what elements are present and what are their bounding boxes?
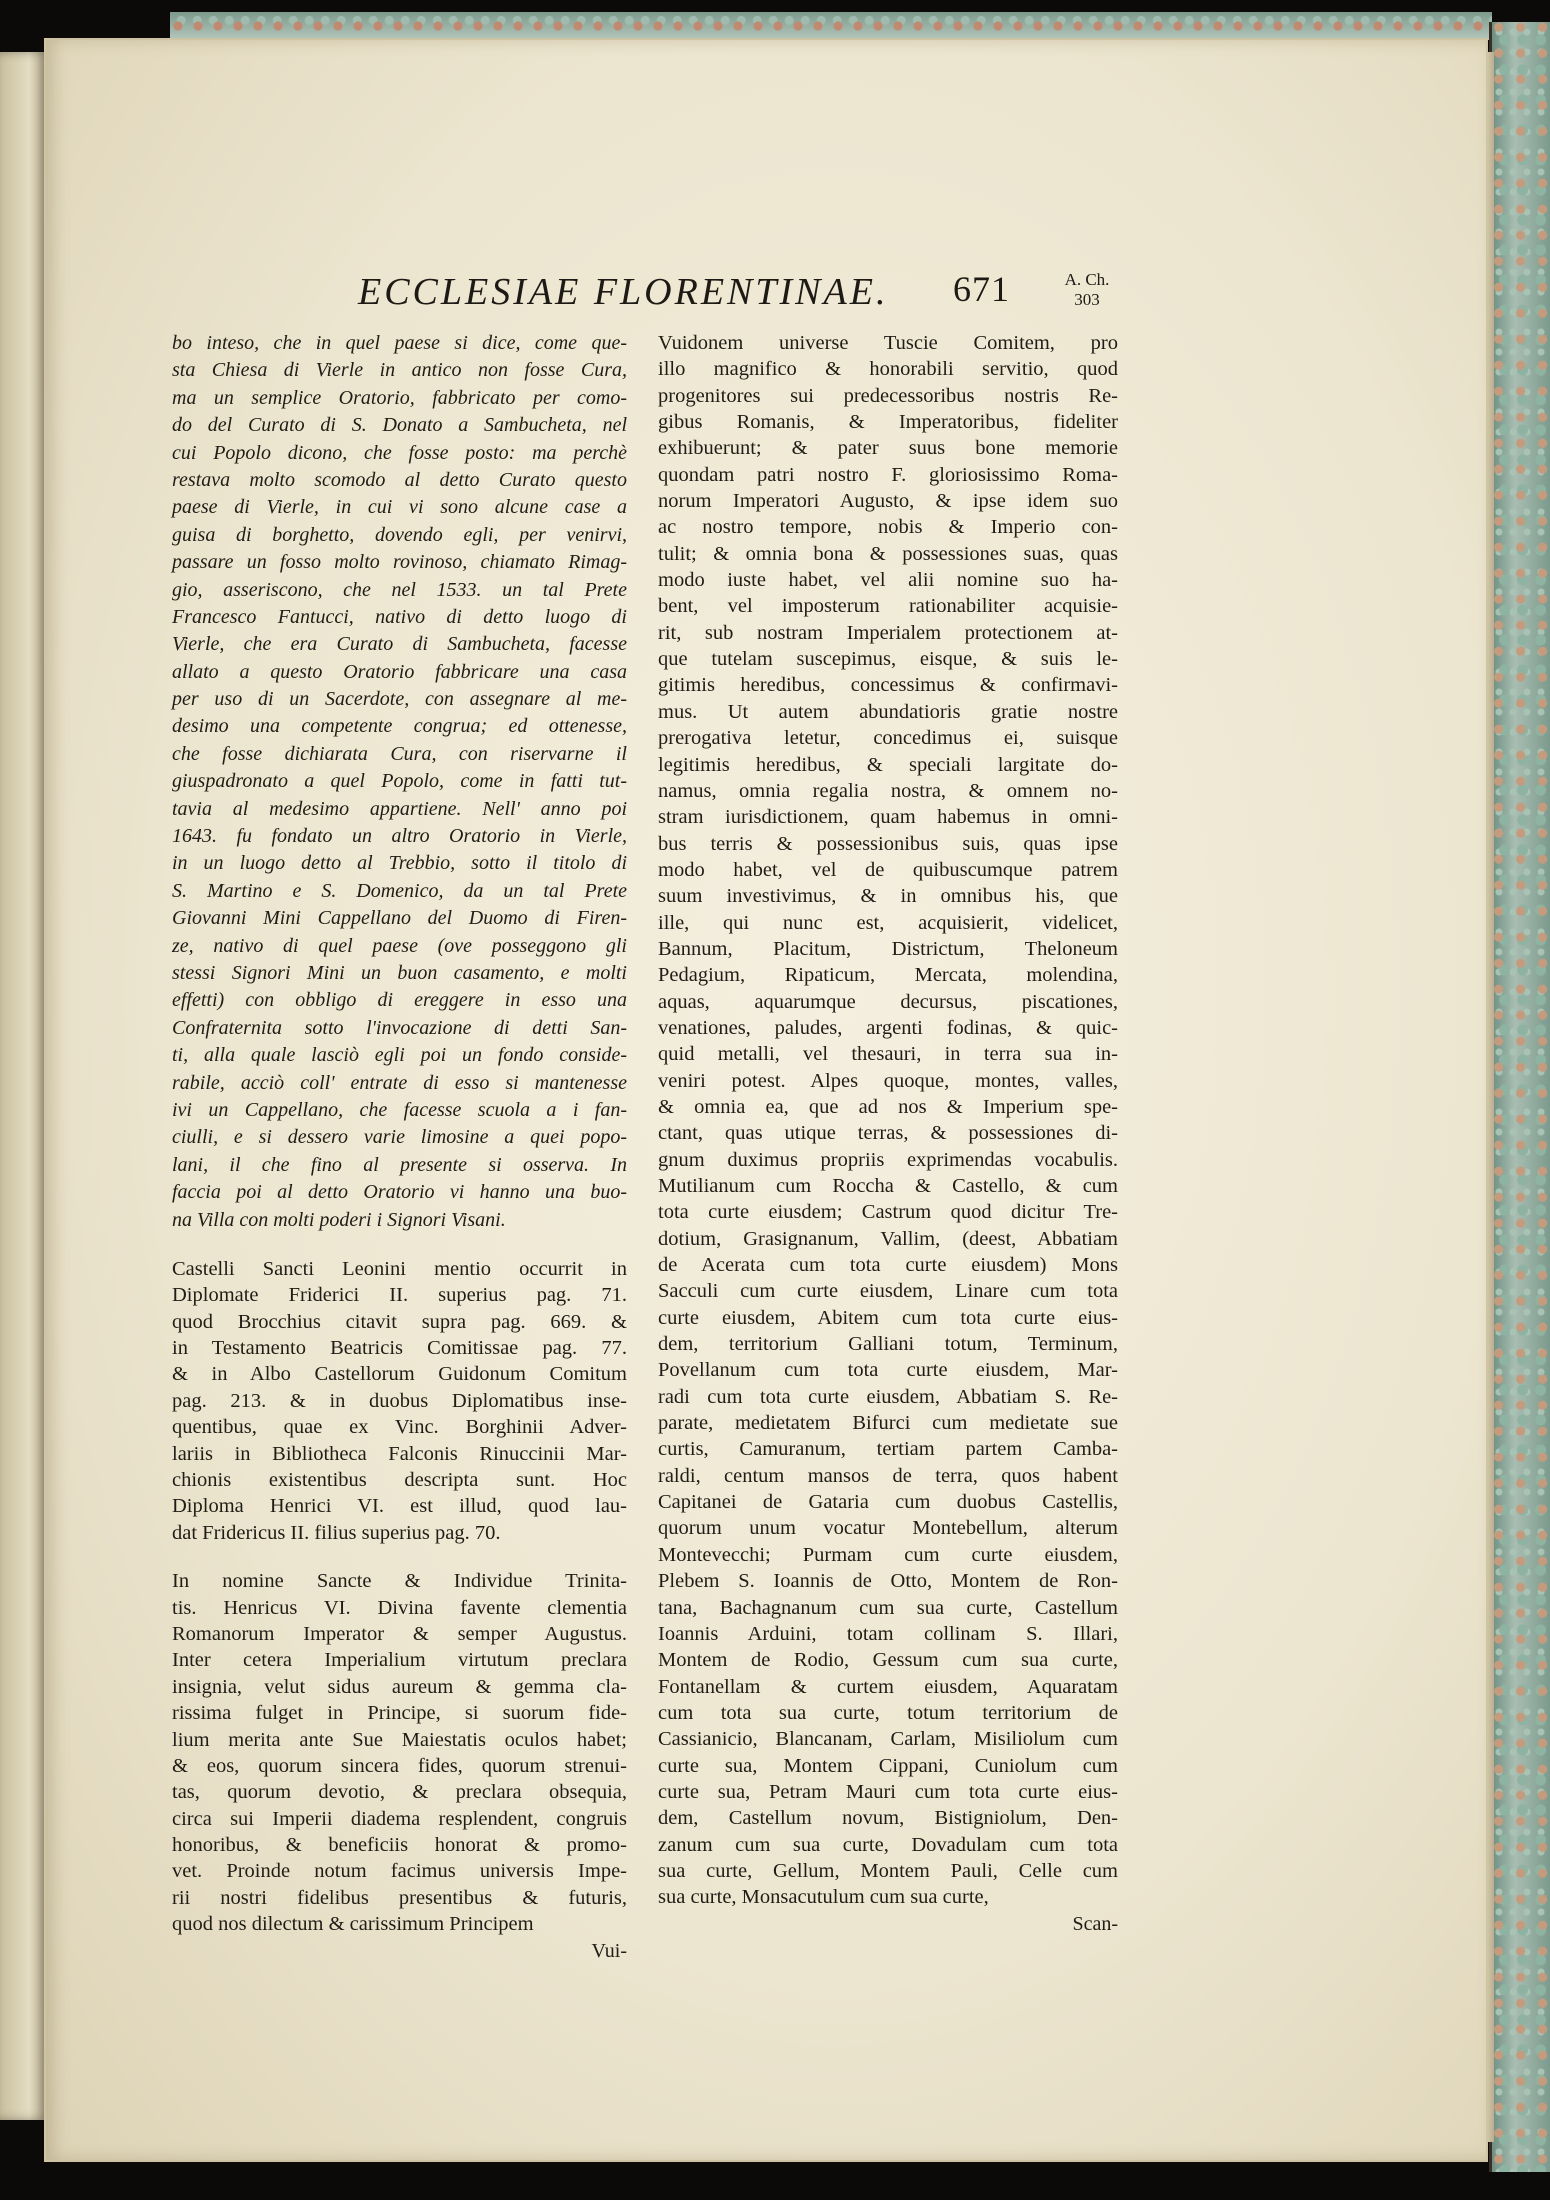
text-line: In nomine Sancte & Individue Trinita-	[172, 1570, 627, 1593]
text-line: 1643. fu fondato un altro Oratorio in Vierle,	[172, 825, 627, 848]
text-line: Giovanni Mini Cappellano del Duomo di Firen-	[172, 907, 627, 930]
text-line: radi cum tota curte eiusdem, Abbatiam S. Re-	[658, 1385, 1118, 1408]
text-line: dotium, Grasignanum, Vallim, (deest, Abbatiam	[658, 1227, 1118, 1250]
text-line: Fontanellam & curtem eiusdem, Aquaratam	[658, 1675, 1118, 1698]
text-line: legitimis heredibus, & speciali largitate do-	[658, 753, 1118, 776]
text-line: sta Chiesa di Vierle in antico non fosse Cura,	[172, 359, 627, 382]
text-line: tas, quorum devotio, & preclara obsequia,	[172, 1781, 627, 1804]
text-line: & omnia ea, que ad nos & Imperium spe-	[658, 1095, 1118, 1118]
text-line: cui Popolo dicono, che fosse posto: ma perchè	[172, 441, 627, 464]
text-line: rabile, acciò coll' entrate di esso si mantenesse	[172, 1071, 627, 1094]
text-line: rii nostri fidelibus presentibus & futuris,	[172, 1886, 627, 1909]
marbled-top-edge	[170, 12, 1492, 40]
text-line: raldi, centum mansos de terra, quos habent	[658, 1464, 1118, 1487]
text-line: Castelli Sancti Leonini mentio occurrit in	[172, 1257, 627, 1280]
text-line: stram iurisdictionem, quam habemus in omni-	[658, 806, 1118, 829]
text-line: desimo una competente congrua; ed ottenesse,	[172, 715, 627, 738]
facing-page-edge	[0, 52, 48, 2120]
text-line: in un luogo detto al Trebbio, sotto il titolo di	[172, 852, 627, 875]
catchword: Vui-	[591, 1939, 627, 1962]
text-line: guisa di borghetto, dovendo egli, per venirvi,	[172, 523, 627, 546]
text-line: Ioannis Arduini, totam collinam S. Illari,	[658, 1622, 1118, 1645]
text-line: Povellanum cum tota curte eiusdem, Mar-	[658, 1359, 1118, 1382]
text-line: giuspadronato a quel Popolo, come in fatti tut-	[172, 770, 627, 793]
text-line: quentibus, quae ex Vinc. Borghinii Adver-	[172, 1416, 627, 1439]
text-line: veniri potest. Alpes quoque, montes, valles,	[658, 1069, 1118, 1092]
text-line: in Testamento Beatricis Comitissae pag. 77.	[172, 1337, 627, 1360]
text-line: gitimis heredibus, concessimus & confirmavi-	[658, 674, 1118, 697]
text-line: restava molto scomodo al detto Curato questo	[172, 468, 627, 491]
text-line: namus, omnia regalia nostra, & omnem no-	[658, 779, 1118, 802]
text-line: do del Curato di S. Donato a Sambucheta, nel	[172, 414, 627, 437]
text-line: tana, Bachagnanum cum sua curte, Castellum	[658, 1596, 1118, 1619]
text-line: & in Albo Castellorum Guidonum Comitum	[172, 1363, 627, 1386]
text-line: bo inteso, che in quel paese si dice, come que-	[172, 332, 627, 354]
text-line: S. Martino e S. Domenico, da un tal Prete	[172, 879, 627, 902]
text-line: bent, vel imposterum rationabiliter acquisie-	[658, 595, 1118, 618]
text-line: Diploma Henrici VI. est illud, quod lau-	[172, 1495, 627, 1518]
margin-note-line: A. Ch.	[1064, 270, 1110, 289]
text-line: Diplomate Friderici II. superius pag. 71.	[172, 1284, 627, 1307]
text-line: & eos, quorum sincera fides, quorum strenui-	[172, 1754, 627, 1777]
text-line: quod nos dilectum & carissimum Principem	[172, 1913, 534, 1936]
text-line: rissima fulget in Principe, si suorum fide-	[172, 1702, 627, 1725]
text-line: stessi Signori Mini un buon casamento, e molti	[172, 961, 627, 984]
marbled-fore-edge	[1489, 22, 1550, 2172]
text-line: paese di Vierle, in cui vi sono alcune case a	[172, 496, 627, 519]
text-line: cum tota sua curte, totum territorium de	[658, 1701, 1118, 1724]
text-line: curte eiusdem, Abitem cum tota curte eius-	[658, 1306, 1118, 1329]
text-line: Mutilianum cum Roccha & Castello, & cum	[658, 1175, 1118, 1197]
text-line: allato a questo Oratorio fabbricare una casa	[172, 660, 627, 683]
text-line: curtis, Camuranum, tertiam partem Camba-	[658, 1438, 1118, 1461]
text-line: Cassianicio, Blancanam, Carlam, Misiliolum cum	[658, 1728, 1118, 1751]
text-line: pag. 213. & in duobus Diplomatibus inse-	[172, 1389, 627, 1412]
text-line: lani, il che fino al presente si osserva. In	[172, 1153, 627, 1176]
text-line: sua curte, Gellum, Montem Pauli, Celle cum	[658, 1859, 1118, 1882]
text-line: quorum unum vocatur Montebellum, alterum	[658, 1517, 1118, 1540]
text-line: illo magnifico & honorabili servitio, quod	[658, 358, 1118, 381]
margin-year-note	[1052, 270, 1122, 310]
text-line: tavia al medesimo appartiene. Nell' anno poi	[172, 797, 627, 820]
text-line: zanum cum sua curte, Dovadulam cum tota	[658, 1833, 1118, 1856]
text-line: gibus Romanis, & Imperatoribus, fideliter	[658, 411, 1118, 434]
text-line: suum investivimus, & in omnibus his, que	[658, 885, 1118, 908]
latin-note	[172, 1256, 627, 1546]
text-line: ac nostro tempore, nobis & Imperio con-	[658, 516, 1118, 539]
text-line: vet. Proinde notum facimus universis Impe-	[172, 1860, 627, 1883]
text-line: faccia poi al detto Oratorio vi hanno una buo-	[172, 1181, 627, 1204]
text-line: tis. Henricus VI. Divina favente clementia	[172, 1596, 627, 1619]
text-line: tulit; & omnia bona & possessiones suas, quas	[658, 542, 1118, 565]
text-line: passare un fosso molto rovinoso, chiamato Rimag-	[172, 551, 627, 574]
text-line: gnum duximus propriis exprimendas vocabulis.	[658, 1148, 1118, 1171]
text-line: insignia, velut sidus aureum & gemma cla-	[172, 1675, 627, 1698]
text-line: aquas, aquarumque decursus, piscationes,	[658, 990, 1118, 1013]
page-edge-stack	[1486, 52, 1494, 2142]
text-line: gio, asseriscono, che nel 1533. un tal Prete	[172, 578, 627, 601]
text-line: curte sua, Petram Mauri cum tota curte eius-	[658, 1780, 1118, 1803]
text-line: bus terris & possessionibus suis, quas ipse	[658, 832, 1118, 855]
text-line: per uso di un Sacerdote, con assegnare al me-	[172, 688, 627, 711]
text-line: Vierle, che era Curato di Sambucheta, facesse	[172, 633, 627, 656]
text-line: curte sua, Montem Cippani, Cuniolum cum	[658, 1754, 1118, 1777]
text-line: na Villa con molti poderi i Signori Visani.	[172, 1208, 506, 1231]
text-line: Capitanei de Gataria cum duobus Castellis,	[658, 1491, 1118, 1514]
left-column	[172, 330, 627, 1964]
running-title: ECCLESIAE FLORENTINAE.	[358, 271, 889, 313]
text-line: norum Imperatori Augusto, & ipse idem suo	[658, 490, 1118, 513]
catchword: Scan-	[1072, 1912, 1118, 1935]
text-line: che fosse dichiarata Cura, con riservarne il	[172, 742, 627, 765]
right-column	[658, 330, 1118, 1937]
text-line: Confraternita sotto l'invocazione di detti San-	[172, 1016, 627, 1039]
text-line: dem, territorium Galliani totum, Terminum,	[658, 1333, 1118, 1356]
text-line: ze, nativo di quel paese (ove posseggono gli	[172, 934, 627, 957]
text-line: ivi un Cappellano, che facesse scuola a i fan-	[172, 1098, 627, 1121]
charter-opening	[172, 1568, 627, 1937]
text-line: quondam patri nostro F. gloriosissimo Roma-	[658, 463, 1118, 486]
text-line: rit, sub nostram Imperialem protectionem at-	[658, 621, 1118, 644]
text-line: ciulli, e si dessero varie limosine a quei popo-	[172, 1126, 627, 1149]
text-line: Vuidonem universe Tuscie Comitem, pro	[658, 332, 1118, 354]
charter-continuation	[658, 330, 1118, 1911]
text-line: modo habet, vel de quibuscumque patrem	[658, 858, 1118, 881]
margin-note-line: 303	[1074, 290, 1100, 309]
text-line: Montevecchi; Purmam cum curte eiusdem,	[658, 1543, 1118, 1566]
text-line: Francesco Fantucci, nativo di detto luogo di	[172, 605, 627, 628]
text-line: circa sui Imperii diadema resplendent, congruis	[172, 1807, 627, 1830]
text-line: tota curte eiusdem; Castrum quod dicitur Tre-	[658, 1201, 1118, 1224]
text-line: ctant, quas utique terras, & possessiones di-	[658, 1122, 1118, 1145]
text-line: dem, Castellum novum, Bistigniolum, Den-	[658, 1807, 1118, 1830]
text-line: lium merita ante Sue Maiestatis oculos habet;	[172, 1728, 627, 1751]
italian-commentary	[172, 330, 627, 1234]
text-line: mus. Ut autem abundatioris gratie nostre	[658, 700, 1118, 723]
text-line: Inter cetera Imperialium virtutum preclara	[172, 1649, 627, 1672]
text-line: que tutelam suscepimus, eisque, & suis le-	[658, 648, 1118, 671]
text-line: de Acerata cum tota curte eiusdem) Mons	[658, 1254, 1118, 1277]
text-line: Montem de Rodio, Gessum cum sua curte,	[658, 1649, 1118, 1672]
text-line: Bannum, Placitum, Districtum, Theloneum	[658, 937, 1118, 960]
text-line: Romanorum Imperator & semper Augustus.	[172, 1622, 627, 1645]
text-line: dat Fridericus II. filius superius pag. 70.	[172, 1521, 501, 1544]
page-number: 671	[953, 269, 1010, 309]
text-line: progenitores sui predecessoribus nostris Re-	[658, 384, 1118, 407]
text-line: lariis in Bibliotheca Falconis Rinuccinii Mar-	[172, 1442, 627, 1465]
text-line: quid metalli, vel thesauri, in terra sua in-	[658, 1043, 1118, 1066]
text-line: ti, alla quale lasciò egli poi un fondo conside-	[172, 1044, 627, 1067]
text-line: modo iuste habet, vel alii nomine suo ha-	[658, 569, 1118, 592]
text-line: parate, medietatem Bifurci cum medietate sue	[658, 1412, 1118, 1435]
text-line: Plebem S. Ioannis de Otto, Montem de Ron-	[658, 1570, 1118, 1593]
text-line: honoribus, & beneficiis honorat & promo-	[172, 1834, 627, 1857]
text-line: ma un semplice Oratorio, fabbricato per como-	[172, 386, 627, 409]
text-line: Pedagium, Ripaticum, Mercata, molendina,	[658, 964, 1118, 987]
text-line: quod Brocchius citavit supra pag. 669. &	[172, 1310, 627, 1333]
text-line: prerogativa letetur, concedimus ei, suisque	[658, 727, 1118, 750]
text-line: sua curte, Monsacutulum cum sua curte,	[658, 1886, 989, 1909]
text-line: venationes, paludes, argenti fodinas, & quic-	[658, 1016, 1118, 1039]
text-line: chionis existentibus descripta sunt. Hoc	[172, 1469, 627, 1492]
text-line: Sacculi cum curte eiusdem, Linare cum tota	[658, 1280, 1118, 1303]
text-line: exhibuerunt; & pater suus bone memorie	[658, 437, 1118, 460]
text-line: ille, qui nunc est, acquisierit, videlicet,	[658, 911, 1118, 934]
text-line: effetti) con obbligo di ereggere in esso una	[172, 989, 627, 1012]
